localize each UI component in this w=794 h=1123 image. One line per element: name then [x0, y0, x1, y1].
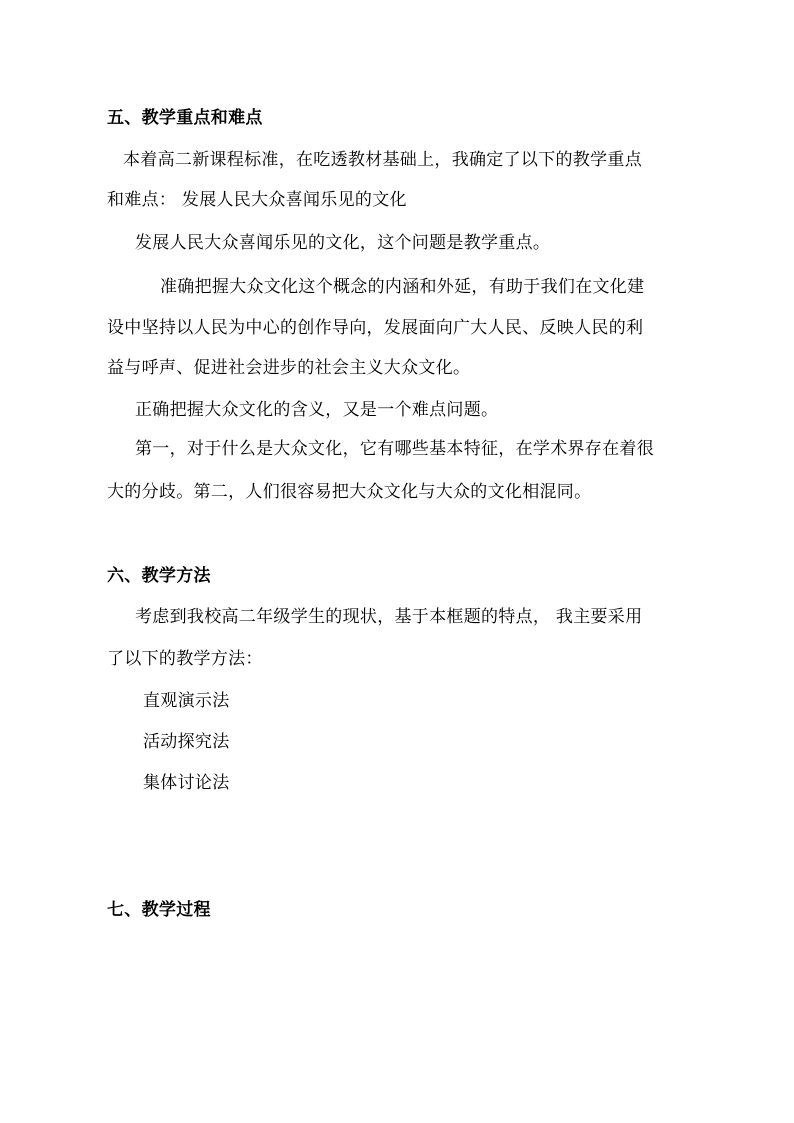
section-heading-7: 七、教学过程: [107, 900, 211, 920]
method-item: 直观演示法: [143, 691, 230, 711]
method-item: 集体讨论法: [143, 773, 230, 793]
paragraph-line: 考虑到我校高二年级学生的现状，基于本框题的特点， 我主要采用: [135, 607, 643, 627]
paragraph-line: 益与呼声、促进社会进步的社会主义大众文化。: [107, 358, 471, 378]
paragraph-line: 准确把握大众文化这个概念的内涵和外延，有助于我们在文化建: [160, 277, 645, 297]
paragraph-line: 本着高二新课程标准，在吃透教材基础上，我确定了以下的教学重点: [123, 150, 642, 170]
paragraph-line: 和难点： 发展人民大众喜闻乐见的文化: [107, 190, 407, 210]
paragraph-line: 发展人民大众喜闻乐见的文化，这个问题是教学重点。: [135, 233, 551, 253]
paragraph-line: 了以下的教学方法：: [107, 649, 263, 669]
paragraph-line: 设中坚持以人民为中心的创作导向，发展面向广大人民、反映人民的利: [107, 318, 644, 338]
paragraph-line: 第一，对于什么是大众文化，它有哪些基本特征，在学术界存在着很: [135, 439, 654, 459]
paragraph-line: 正确把握大众文化的含义，又是一个难点问题。: [135, 400, 499, 420]
section-heading-5: 五、教学重点和难点: [107, 108, 263, 128]
section-heading-6: 六、教学方法: [107, 566, 211, 586]
paragraph-line: 大的分歧。第二，人们很容易把大众文化与大众的文化相混同。: [107, 482, 592, 502]
method-item: 活动探究法: [143, 732, 230, 752]
